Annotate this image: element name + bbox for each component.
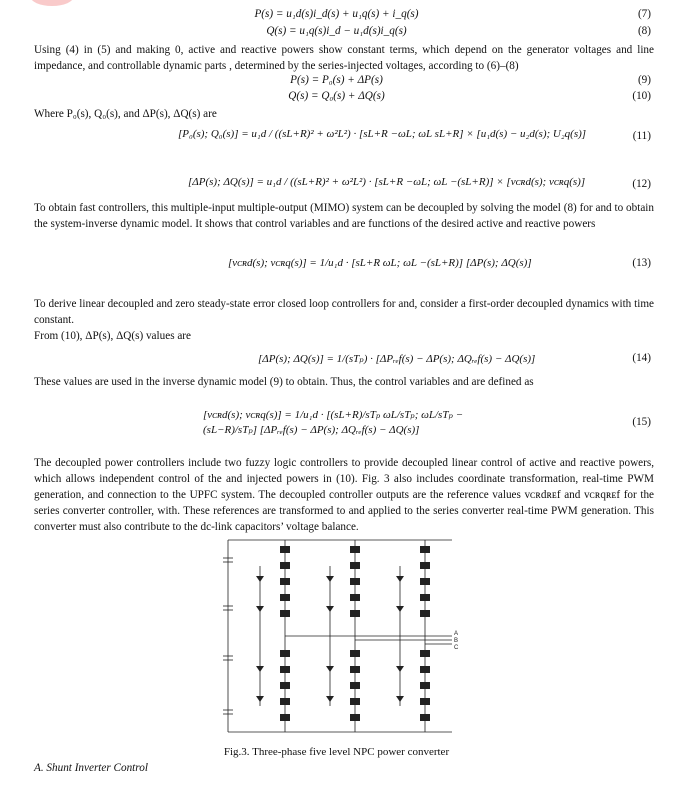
equation-8	[0, 25, 673, 41]
matrix-equation-13: [vᴄʀd(s); vᴄʀq(s)] = 1/u₁d · [sL+R ωL; ωL −(sL+R)] [ΔP(s); ΔQ(s)]	[228, 257, 532, 269]
section-heading: A. Shunt Inverter Control	[34, 762, 148, 774]
equation-13-number: (13)	[632, 257, 651, 269]
paragraph-5: From (10), ΔP(s), ΔQ(s) values are	[34, 330, 191, 342]
equation-8-number: (8)	[637, 25, 651, 37]
phase-label-c: C	[454, 645, 459, 651]
highlight-blob	[30, 0, 74, 6]
figure-caption: Fig.3. Three-phase five level NPC power converter	[223, 746, 450, 758]
matrix-equation-12: [ΔP(s); ΔQ(s)] = u₁d / ((sL+R)² + ω²L²) · [sL+R −ωL; ωL −(sL+R)] × [vᴄʀd(s); vᴄʀq(s)]	[188, 176, 586, 188]
equation-14-number: (14)	[632, 352, 651, 364]
equation-12-number: (12)	[632, 178, 651, 190]
paragraph-1: Using (4) in (5) and making 0, active and reactive powers show constant terms, which depend on the generator voltages and line impedance, and controllable dynamic parts , determined by the series-injected voltages, according to (6)–(8)	[34, 44, 654, 72]
equation-7-text: P(s) = u₁d(s)i_d(s) + u₁q(s) + i_q(s)	[254, 8, 419, 20]
paragraph-2: Where P₀(s), Q₀(s), and ΔP(s), ΔQ(s) are	[34, 108, 217, 120]
equation-9	[0, 74, 673, 90]
equation-7	[0, 8, 673, 24]
equation-11-number: (11)	[632, 130, 651, 142]
equation-7-number: (7)	[637, 8, 651, 20]
paragraph-7: The decoupled power controllers include two fuzzy logic controllers to provide decoupled linear control of active and reactive powers, which allows independent control of the and injected powers in (10). Fig. 3 also includes coordinate transformation, real-time PWM generation, and connection to the UPFC system. The decoupled controller outputs are the reference values vᴄʀdʀᴇf and vᴄʀqʀᴇf for the series converter controller, with. These references are transformed to and applied to the series converter real-time PWM generation. This converter must also contribute to the dc-link capacitors’ voltage balance.	[34, 457, 654, 533]
equation-10	[0, 90, 673, 106]
phase-label-b: B	[454, 638, 459, 644]
npc-converter-schematic	[220, 536, 460, 736]
equation-10-number: (10)	[632, 90, 651, 102]
matrix-equation-15: [vᴄʀd(s); vᴄʀq(s)] = 1/u₁d · [(sL+R)/sTₚ ωL/sTₚ; ωL/sTₚ −(sL−R)/sTₚ] [ΔPᵣₑf(s) − ΔP(s); ΔQᵣₑf(s) − ΔQ(s)]	[203, 409, 464, 436]
matrix-equation-14: [ΔP(s); ΔQ(s)] = 1/(sTₚ) · [ΔPᵣₑf(s) − ΔP(s); ΔQᵣₑf(s) − ΔQ(s)]	[258, 353, 536, 365]
matrix-equation-11: [P₀(s); Q₀(s)] = u₁d / ((sL+R)² + ω²L²) · [sL+R −ωL; ωL sL+R] × [u₁d(s) − u₂d(s); U₂q(s)]	[178, 128, 587, 140]
equation-9-text: P(s) = P₀(s) + ΔP(s)	[290, 74, 383, 86]
equation-10-text: Q(s) = Q₀(s) + ΔQ(s)	[288, 90, 385, 102]
equation-9-number: (9)	[637, 74, 651, 86]
equation-8-text: Q(s) = u₁q(s)i_d − u₁d(s)i_q(s)	[266, 25, 407, 37]
equation-15-number: (15)	[632, 416, 651, 428]
paragraph-6: These values are used in the inverse dynamic model (9) to obtain. Thus, the control variables and are defined as	[34, 376, 534, 388]
phase-label-a: A	[454, 631, 459, 637]
paragraph-4: To derive linear decoupled and zero steady-state error closed loop controllers for and, consider a first-order decoupled dynamics with time constant.	[34, 298, 654, 326]
paragraph-3: To obtain fast controllers, this multiple-input multiple-output (MIMO) system can be decoupled by solving the model (8) for and to obtain the system-inverse dynamic model. It shows that control variables and are functions of the desired active and reactive powers	[34, 202, 654, 230]
